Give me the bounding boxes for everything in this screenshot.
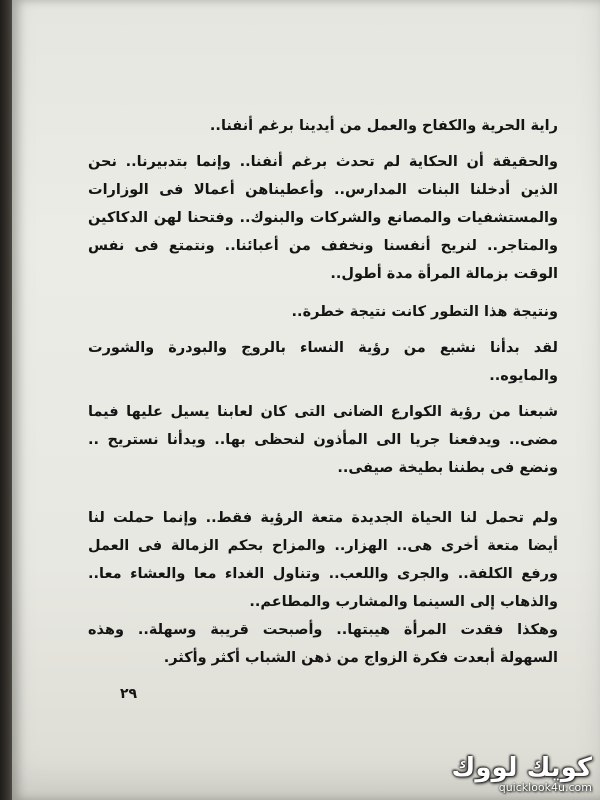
paragraph-7: وهكذا فقدت المرأة هيبتها.. وأصبحت قريبة وسهلة.. وهذه السهولة أبعدت فكرة الزواج من ذهن الشباب أكثر وأكثر. — [88, 622, 558, 666]
watermark-url: quicklook4u.com — [498, 781, 592, 794]
paragraph-3: ونتيجة هذا التطور كانت نتيجة خطرة.. — [291, 304, 558, 320]
paragraph-4: لقد بدأنا نشبع من رؤية النساء بالروج والبودرة والشورت والمايوه.. — [88, 340, 558, 384]
watermark — [452, 753, 593, 794]
watermark-logo: كويك لووك — [451, 753, 592, 783]
paragraph-1: راية الحرية والكفاح والعمل من أيدينا برغم أنفنا.. — [209, 118, 558, 134]
paragraph-5: شبعنا من رؤية الكوارع الضانى التى كان لعابنا يسيل عليها فيما مضى.. ويدفعنا جريا الى المأذون لنحظى بها.. ويدأنا نستريح .. ونضع فى بطننا بطيخة صيفى.. — [88, 404, 558, 476]
page-number: ٢٩ — [120, 686, 138, 702]
book-page — [12, 0, 600, 800]
paragraph-2: والحقيقة أن الحكاية لم تحدث برغم أنفنا.. وإنما بتدبيرنا.. نحن الذين أدخلنا البنات المدارس.. وأعطيناهن أعمالا فى الوزارات والمستشفيات والمصانع والشركات والبنوك.. وفتحنا لهن الدكاكين والمتاجر.. لنريح أنفسنا ونخفف من أعبائنا.. ونتمتع فى نفس الوقت بزمالة المرأة مدة أطول.. — [88, 154, 558, 282]
paragraph-6: ولم تحمل لنا الحياة الجديدة متعة الرؤية فقط.. وإنما حملت لنا أيضا متعة أخرى هى.. الهزار.. والمزاح بحكم الزمالة فى العمل ورفع الكلفة.. والجرى واللعب.. وتناول الغداء معا والعشاء معا.. والذهاب إلى السينما والمشارب والمطاعم.. — [88, 510, 558, 610]
